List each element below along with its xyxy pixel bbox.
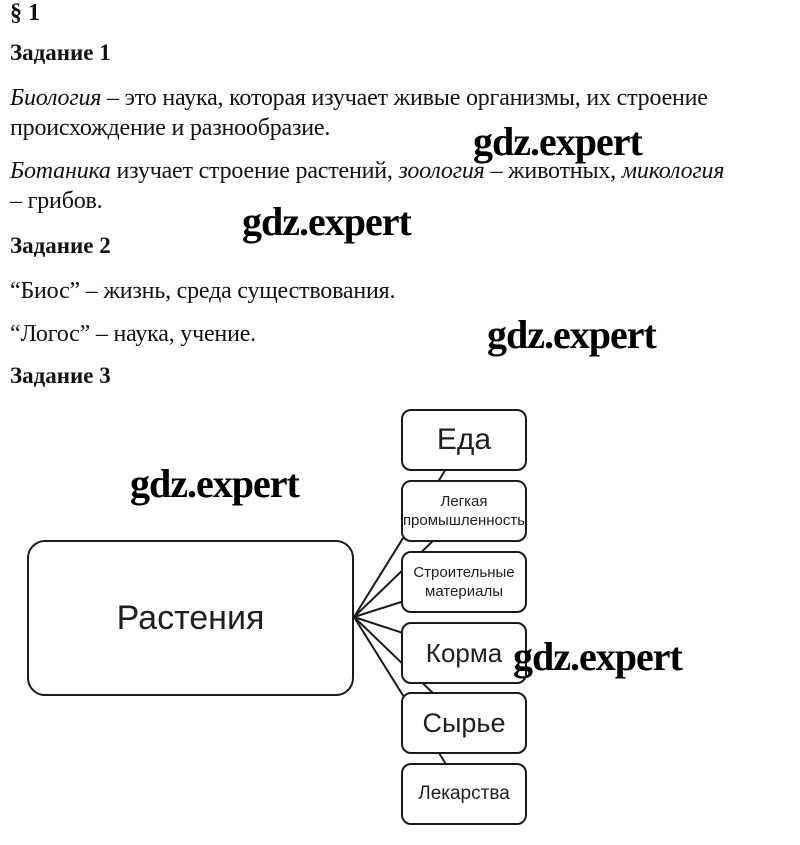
paragraph-biology-line1: Биология – это наука, которая изучает живые организмы, их строение (10, 85, 708, 111)
diagram-node-medicines: Лекарства (401, 763, 527, 825)
diagram-root-node: Растения (27, 540, 354, 696)
task2-heading: Задание 2 (10, 233, 111, 258)
diagram-node-raw-materials: Сырье (401, 692, 527, 754)
watermark: gdz.expert (487, 312, 656, 357)
diagram-node-food: Еда (401, 409, 527, 471)
watermark: gdz.expert (513, 634, 682, 679)
term-biology: Биология (10, 85, 102, 111)
paragraph-biology (10, 83, 790, 143)
task3-heading: Задание 3 (10, 363, 111, 388)
watermark: gdz.expert (242, 199, 411, 244)
paragraph-botany-line1: Ботаника изучает строение растений, зоология – животных, микология (10, 158, 725, 184)
term-mycology: микология (621, 158, 725, 184)
definition-logos: “Логос” – наука, учение. (10, 321, 256, 347)
paragraph-botany-line2: – грибов. (10, 188, 103, 214)
watermark: gdz.expert (473, 119, 642, 164)
diagram-node-fodder: Корма (401, 622, 527, 684)
section-number: § 1 (10, 0, 40, 26)
term-zoology: зоология (398, 158, 485, 184)
task1-heading: Задание 1 (10, 40, 111, 65)
diagram-node-light-industry: Легкая промышленность (401, 480, 527, 542)
diagram-node-building-materials: Строительные материалы (401, 551, 527, 613)
definition-bios: “Биос” – жизнь, среда существования. (10, 278, 396, 304)
term-botany: Ботаника (10, 158, 111, 184)
paragraph-biology-line2: происхождение и разнообразие. (10, 115, 331, 141)
watermark: gdz.expert (130, 461, 299, 506)
